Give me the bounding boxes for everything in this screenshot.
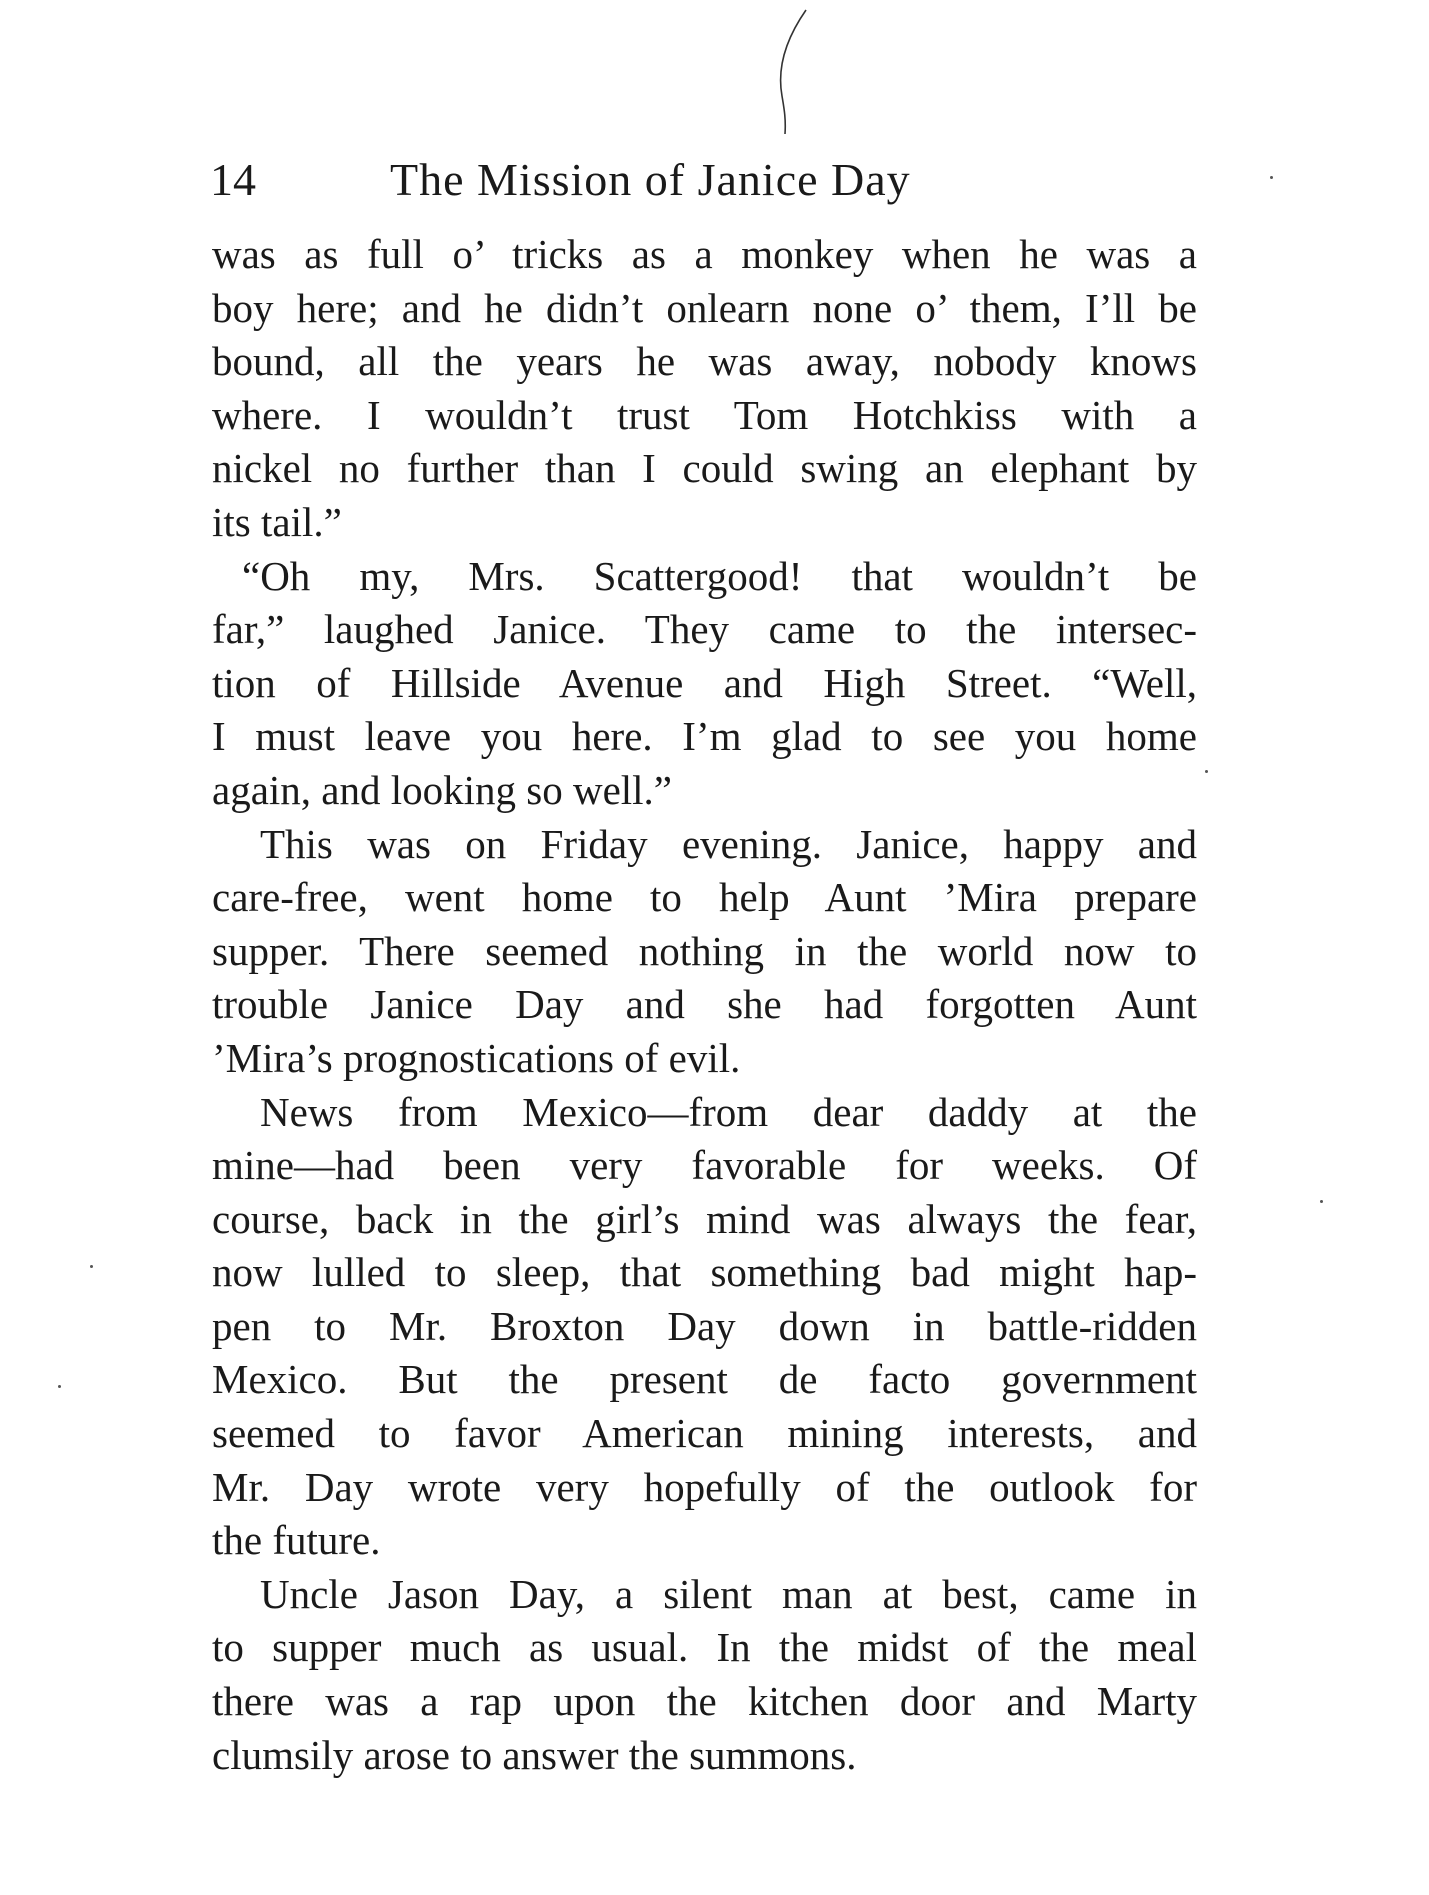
text-line: was as full o’ tricks as a monkey when he was a [212, 231, 1197, 277]
scan-speck [58, 1385, 61, 1388]
scan-speck [1205, 770, 1208, 773]
text-line: boy here; and he didn’t onlearn none o’ them, I’ll be [212, 284, 1197, 331]
text-line: bound, all the years he was away, nobody knows [212, 338, 1197, 385]
text-line: News from Mexico—from dear daddy at the [260, 1088, 1197, 1135]
text-line: nickel no further than I could swing an elephant by [212, 445, 1197, 492]
text-line: now lulled to sleep, that something bad might hap- [212, 1249, 1197, 1296]
text-line: the future. [212, 1517, 381, 1564]
text-line: Mr. Day wrote very hopefully of the outlook for [212, 1463, 1197, 1510]
text-line: ’Mira’s prognostications of evil. [212, 1034, 741, 1081]
text-line: to supper much as usual. In the midst of the meal [212, 1624, 1197, 1671]
scan-speck [1270, 176, 1273, 179]
scan-speck [90, 1265, 93, 1268]
text-line: Uncle Jason Day, a silent man at best, came in [260, 1570, 1197, 1617]
running-title: The Mission of Janice Day [390, 154, 911, 205]
text-line: where. I wouldn’t trust Tom Hotchkiss with a [212, 391, 1197, 438]
text-line: again, and looking so well.” [212, 766, 673, 813]
text-line: pen to Mr. Broxton Day down in battle-ridden [212, 1302, 1197, 1349]
text-line: its tail.” [212, 498, 342, 545]
page-header [210, 150, 1220, 210]
text-line: there was a rap upon the kitchen door and Marty [212, 1678, 1197, 1725]
text-line: tion of Hillside Avenue and High Street. “Well, [212, 659, 1197, 706]
text-line: supper. There seemed nothing in the world now to [212, 927, 1197, 974]
text-line: clumsily arose to answer the summons. [212, 1731, 857, 1778]
text-line: “Oh my, Mrs. Scattergood! that wouldn’t be [242, 552, 1197, 599]
text-line: care-free, went home to help Aunt ’Mira prepare [212, 874, 1197, 921]
page-number: 14 [210, 154, 256, 205]
text-line: seemed to favor American mining interests, and [212, 1410, 1197, 1457]
pencil-mark [770, 8, 810, 138]
text-line: mine—had been very favorable for weeks. Of [212, 1142, 1197, 1189]
body-text [212, 228, 1197, 1782]
scan-speck [1320, 1200, 1323, 1203]
text-line: far,” laughed Janice. They came to the intersec- [212, 606, 1197, 653]
text-line: course, back in the girl’s mind was always the fear, [212, 1195, 1197, 1242]
text-line: Mexico. But the present de facto government [212, 1356, 1197, 1403]
text-line: trouble Janice Day and she had forgotten Aunt [212, 981, 1197, 1028]
text-line: I must leave you here. I’m glad to see you home [212, 713, 1197, 760]
text-line: This was on Friday evening. Janice, happy and [260, 820, 1197, 867]
